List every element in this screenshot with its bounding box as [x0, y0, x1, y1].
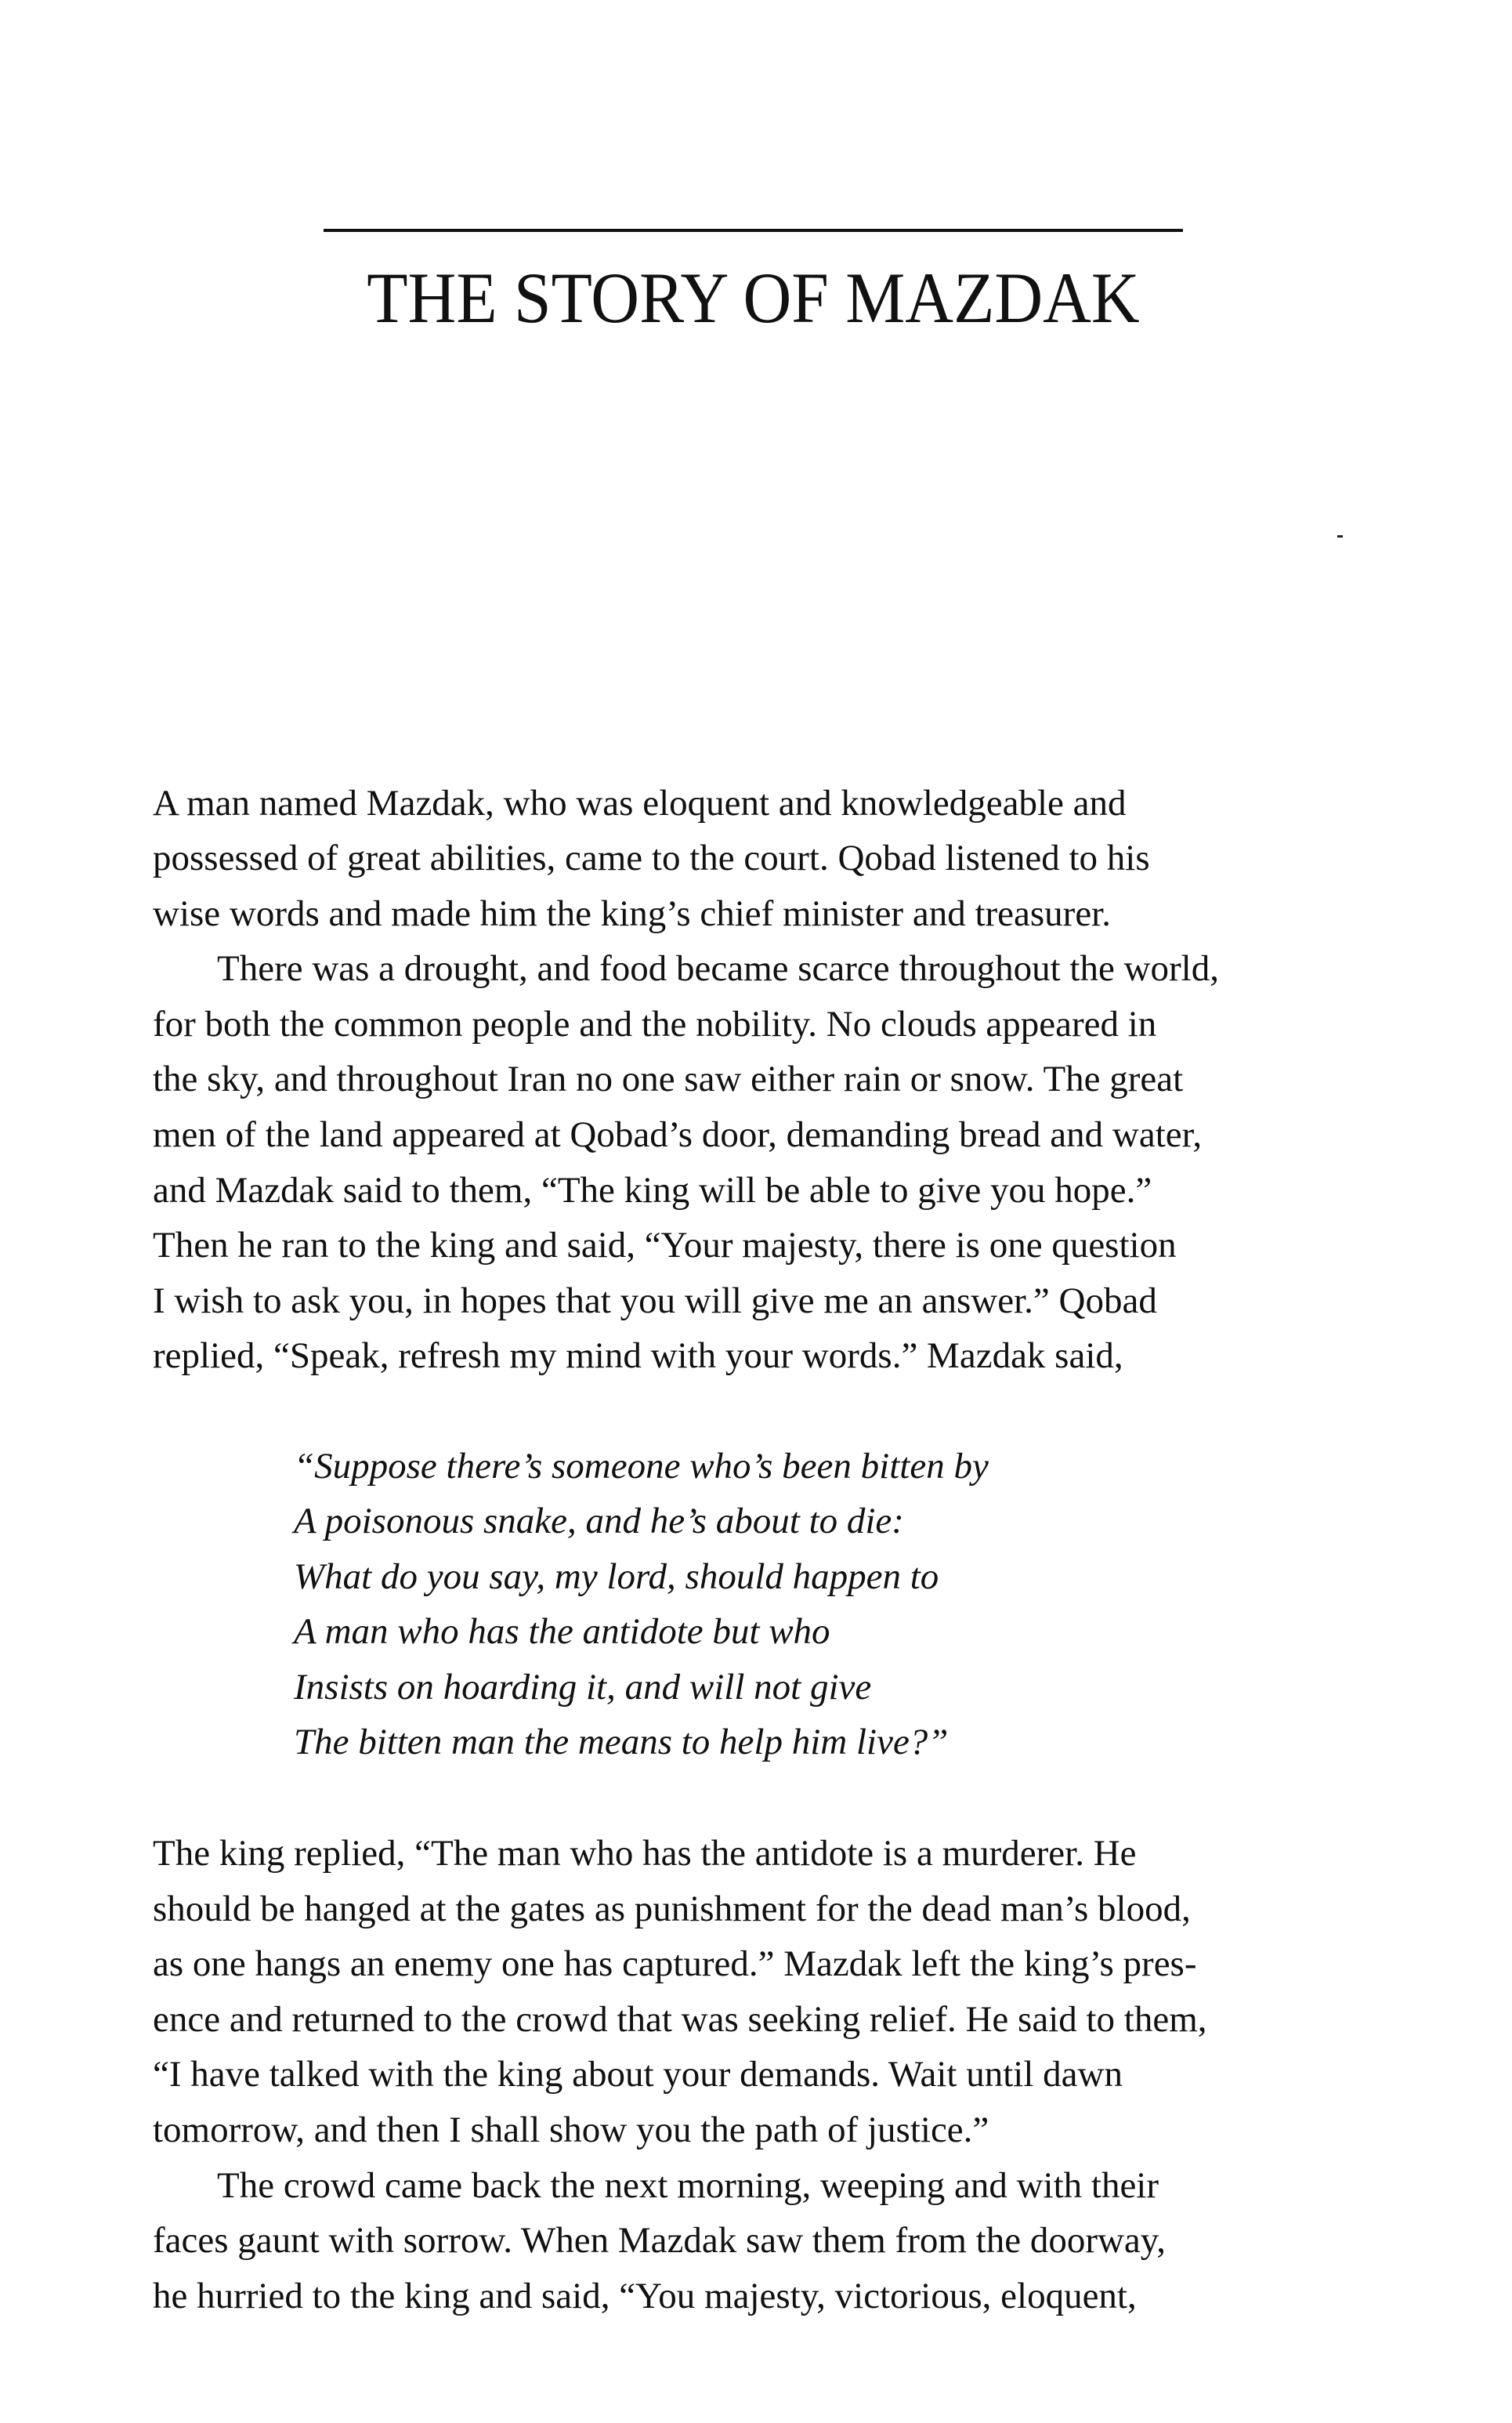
chapter-title: THE STORY OF MAZDAK — [367, 258, 1140, 338]
text-line: A man named Mazdak, who was eloquent and knowledgeable and — [153, 783, 1127, 824]
text-line: ence and returned to the crowd that was seeking relief. He said to them, — [153, 1999, 1207, 2040]
verse-line: Insists on hoarding it, and will not give — [294, 1667, 872, 1708]
verse-line: What do you say, my lord, should happen to — [294, 1556, 939, 1597]
text-line: Then he ran to the king and said, “Your majesty, there is one question — [153, 1225, 1177, 1266]
text-line: tomorrow, and then I shall show you the path of justice.” — [153, 2110, 989, 2150]
verse-line: A man who has the antidote but who — [294, 1611, 830, 1652]
text-line: he hurried to the king and said, “You majesty, victorious, eloquent, — [153, 2276, 1137, 2316]
text-line: the sky, and throughout Iran no one saw either rain or snow. The great — [153, 1059, 1184, 1099]
text-line: The crowd came back the next morning, weeping and with their — [217, 2165, 1159, 2206]
text-line: I wish to ask you, in hopes that you will give me an answer.” Qobad — [153, 1280, 1157, 1321]
text-line: The king replied, “The man who has the antidote is a murderer. He — [153, 1833, 1137, 1874]
text-line: men of the land appeared at Qobad’s door, demanding bread and water, — [153, 1114, 1203, 1155]
verse-line: “Suppose there’s someone who’s been bitten by — [294, 1446, 989, 1487]
text-line: There was a drought, and food became scarce throughout the world, — [217, 948, 1219, 989]
text-line: faces gaunt with sorrow. When Mazdak saw them from the doorway, — [153, 2220, 1166, 2261]
text-line: wise words and made him the king’s chief minister and treasurer. — [153, 893, 1111, 934]
verse-line: The bitten man the means to help him live?” — [294, 1722, 949, 1762]
text-line: should be hanged at the gates as punishment for the dead man’s blood, — [153, 1889, 1191, 1929]
title-rule — [324, 229, 1183, 232]
verse-line: A poisonous snake, and he’s about to die: — [294, 1501, 904, 1541]
text-line: and Mazdak said to them, “The king will be able to give you hope.” — [153, 1170, 1152, 1211]
text-line: replied, “Speak, refresh my mind with your words.” Mazdak said, — [153, 1335, 1123, 1376]
scan-speck — [1337, 535, 1343, 538]
text-line: possessed of great abilities, came to the court. Qobad listened to his — [153, 838, 1150, 878]
text-line: for both the common people and the nobility. No clouds appeared in — [153, 1004, 1157, 1045]
text-line: as one hangs an enemy one has captured.” Mazdak left the king’s pres- — [153, 1943, 1197, 1984]
text-line: “I have talked with the king about your demands. Wait until dawn — [153, 2054, 1123, 2095]
